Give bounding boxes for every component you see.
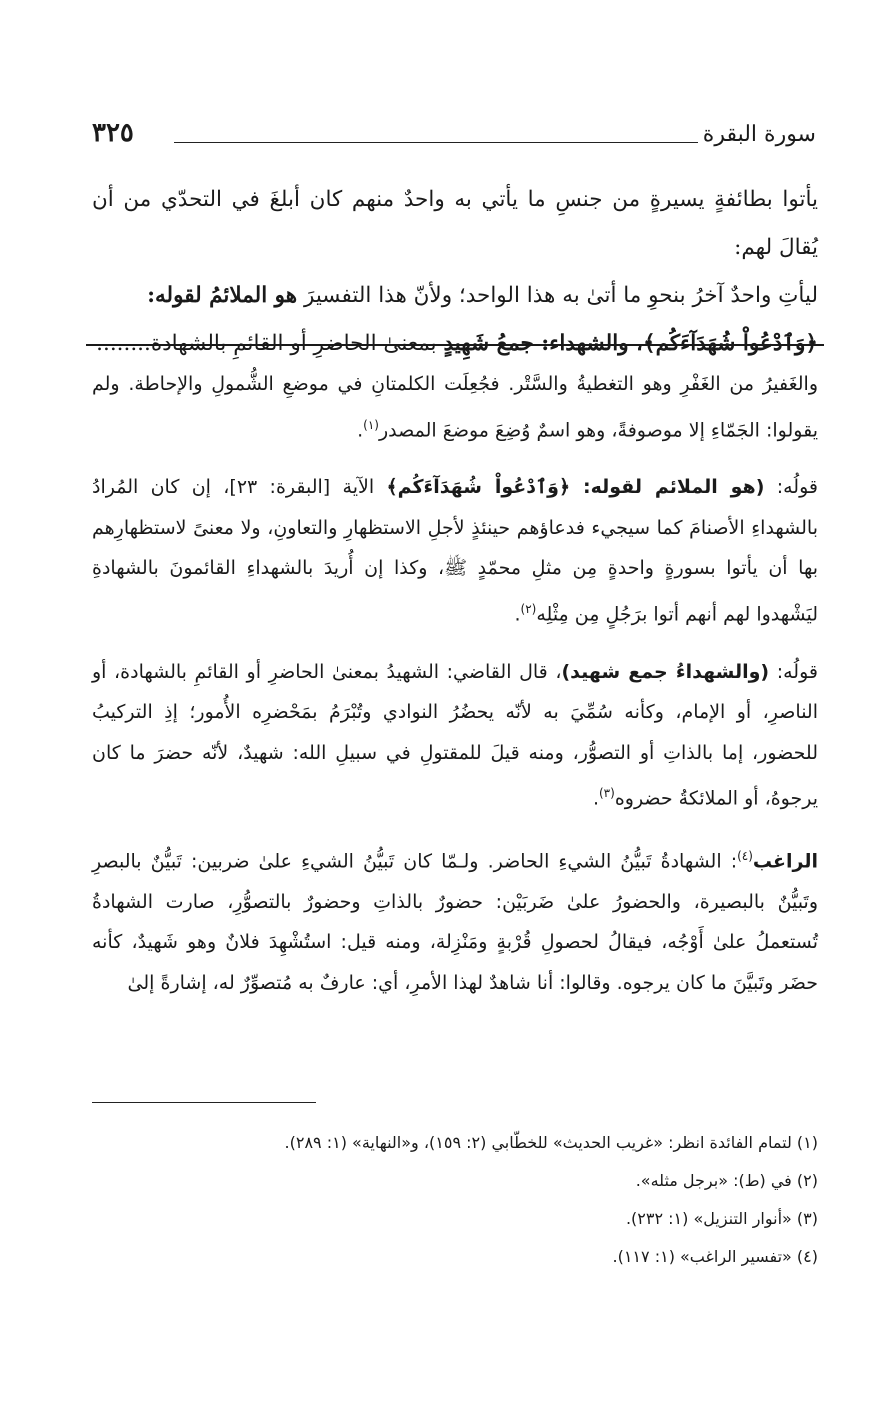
footnote: (٢) في (ط): «برجل مثله». [635,1171,818,1190]
surah-title: سورة البقرة [702,122,816,147]
commentary [92,364,818,1020]
main-text-bold: ﴿وَٱدْعُواْ شُهَدَآءَكُم﴾، والشهداء: جمعُ شَهِيدٍ [443,331,818,356]
main-text [92,176,818,368]
commentary-paragraph: قولُه: (والشهداءُ جمع شهيد)، قال القاضي: الشهيدُ بمعنىٰ الحاضرِ أو القائمِ بالشهادة، أو الناصرِ، أو الإمام، وكأنه سُمِّيَ به لأنّه يحضُرُ النوادي وتُبْرَمُ بمَحْضرِه الأُمور؛ إذِ التركيبُ للحضور، إما بالذاتِ أو التصوُّر، ومنه قيلَ للمقتولِ في سبيلِ الله: شهيدٌ، لأنّه حضرَ ما كان يرجوهُ، أو الملائكةُ حضروه$^{(٣)}$. [92,660,818,810]
commentary-bold: (والشهداءُ جمع شهيد) [561,660,770,683]
commentary-text: : الشهادةُ تَبيُّنُ الشيءِ الحاضر. ولـمّا كان تَبيُّنُ الشيءِ علىٰ ضربين: تَبيُّنٌ بالبصرِ وتَبيُّنٌ بالبصيرة، والحضورُ علىٰ ضَربَيْن: حضورٌ بالذاتِ وحضورٌ بالتصوُّرِ، صارت الشهادةُ تُستعملُ علىٰ أَوْجُه، فيقالُ لحصولِ قُرْبةٍ ومَنْزِلة، ومنه قيل: استُشْهِدَ فلانٌ وهو شَهيدٌ، كأنه حضَر وتَبيَّنَ ما كان يرجوه. وقالوا: أنا شاهدٌ لهذا الأمرِ، أي: عارفٌ به مُتصوِّرٌ له، إشارةً إلىٰ [92,850,818,994]
commentary-paragraph: قولُه: (هو الملائم لقوله: ﴿وَٱدْعُواْ شُهَدَآءَكُم﴾ الآية [البقرة: ٢٣]، إن كان المُرادُ بالشهداءِ الأصنامَ كما سيجيء فدعاؤهم حينئذٍ لأجلِ الاستظهارِ والتعاونِ، ولا معنىً لاستظهارِهم بها أن يأتوا بسورةٍ واحدةٍ مِن مثلِ محمّدٍ ﷺ، وكذا إن أُريدَ بالشهداءِ القائمونَ بالشهادةِ ليَشْهدوا لهم أنهم أتوا برَجُلٍ مِن مِثْلِه$^{(٢)}$. [92,476,818,626]
main-text-line: يأتوا بطائفةٍ يسيرةٍ من جنسِ ما يأتي به واحدٌ منهم كان أبلغَ في التحدّي من أن يُقالَ لهم: [92,187,818,260]
commentary-paragraph [92,836,818,1003]
footnote-ref: (٢) [520,601,537,616]
commentary-text: ، قال القاضي: الشهيدُ بمعنىٰ الحاضرِ أو القائمِ بالشهادة، أو الناصرِ، أو الإمام، وكأنه سُمِّيَ به لأنّه يحضُرُ النوادي وتُبْرَمُ بمَحْضرِه الأُمور؛ إذِ التركيبُ للحضور، إما بالذاتِ أو التصوُّر، ومنه قيلَ للمقتولِ في سبيلِ الله: شهيدٌ، لأنّه حضرَ ما كان يرجوهُ، أو الملائكةُ حضروه [92,660,818,810]
commentary-text: الآية [البقرة: ٢٣]، إن كان المُرادُ بالشهداءِ الأصنامَ كما سيجيء فدعاؤهم حينئذٍ لأجلِ الاستظهارِ والتعاونِ، ولا معنىً لاستظهارِهم بها أن يأتوا بسورةٍ واحدةٍ مِن مثلِ محمّدٍ ﷺ، وكذا إن أُريدَ بالشهداءِ القائمونَ بالشهادةِ ليَشْهدوا لهم أنهم أتوا برَجُلٍ مِن مِثْلِه [92,476,818,626]
footnote-ref: (١) [363,417,379,432]
footnote-ref: (٣) [598,786,615,801]
page-number: ٣٢٥ [92,118,134,148]
commentary-bold: (هو الملائم لقوله: ﴿وَٱدْعُواْ شُهَدَآءَكُم﴾ [386,476,765,499]
page-header [92,118,816,160]
footnote: (٣) «أنوار التنزيل» (١: ٢٣٢). [625,1209,818,1228]
commentary-paragraph: والغَفيرُ من الغَفْرِ وهو التغطيةُ والسَّتْر. فجُعِلَت الكلمتانِ في موضعِ الشُّمولِ والإحاطة. ولم يقولوا: الجَمّاءِ إلا موصوفةً، وهو اسمٌ وُضِعَ موضعَ المصدر$^{(١)}$. [92,373,819,441]
footnotes [92,1124,818,1276]
footnote-divider [92,1102,316,1103]
main-text-span: ليأتِ واحدٌ آخرُ بنحوِ ما أتىٰ به هذا الواحد؛ ولأنّ هذا التفسيرَ [297,283,818,308]
main-text-divider [86,344,824,346]
commentary-text: ولم يقولوا: الجَمّاءِ إلا موصوفةً، وهو اسمٌ وُضِعَ موضعَ المصدر [92,373,818,441]
commentary-text: قولُه: [769,660,818,683]
main-text-line [92,272,818,320]
footnote: (٤) «تفسير الراغب» (١: ١١٧). [612,1247,818,1266]
commentary-text: قولُه: [764,476,818,499]
commentary-bold: الراغب [752,850,818,873]
header-rule [174,142,698,143]
main-text-span: بمعنىٰ الحاضرِ أو القائمِ بالشهادة........ [96,331,444,356]
footnote-ref: (٤) [737,848,753,863]
commentary-text: والغَفيرُ من الغَفْرِ وهو التغطيةُ والسَّتْر. فجُعِلَت الكلمتانِ في موضعِ الشُّمولِ والإحاطة. [128,373,819,395]
footnote: (١) لتمام الفائدة انظر: «غريب الحديث» للخطّابي (٢: ١٥٩)، و«النهاية» (١: ٢٨٩). [284,1133,818,1152]
main-text-bold: هو الملائمُ لقوله: [147,283,298,308]
